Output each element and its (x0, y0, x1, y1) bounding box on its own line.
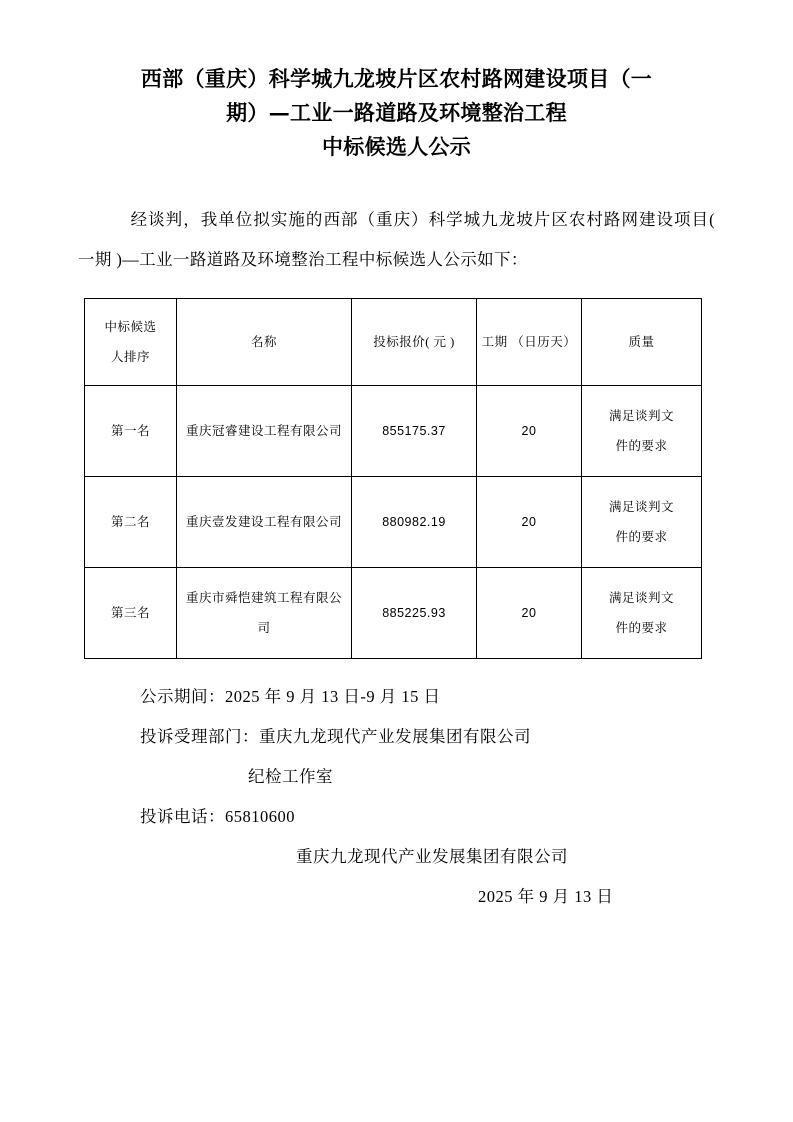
title-line-1: 西部（重庆）科学城九龙坡片区农村路网建设项目（一 (140, 66, 653, 91)
intro-text: 经谈判，我单位拟实施的西部（重庆）科学城九龙坡片区农村路网建设项目( 一期 )—工业一路道路及环境整治工程中标候选人公示如下： (78, 210, 715, 269)
complaint-department-line: 投诉受理部门：重庆九龙现代产业发展集团有限公司 (140, 727, 531, 746)
column-header-quality: 质量 (582, 299, 702, 386)
table-header-row (85, 299, 702, 386)
cell-name: 重庆壹发建设工程有限公司 (177, 477, 352, 568)
cell-quality (582, 568, 702, 659)
page-title (78, 62, 715, 164)
column-header-rank (85, 299, 177, 386)
cell-quality-line2: 件的要求 (615, 530, 668, 544)
cell-period: 20 (477, 568, 582, 659)
cell-quality-line2: 件的要求 (615, 621, 668, 635)
notice-period-line: 公示期间：2025 年 9 月 13 日-9 月 15 日 (140, 687, 441, 706)
cell-price: 885225.93 (352, 568, 477, 659)
cell-period: 20 (477, 477, 582, 568)
column-header-rank-line2: 人排序 (110, 350, 150, 364)
complaint-department-sub-line: 纪检工作室 (248, 767, 333, 786)
cell-quality-line2: 件的要求 (615, 439, 668, 453)
cell-quality-line1: 满足谈判文 (608, 409, 674, 423)
column-header-price: 投标报价( 元 ) (352, 299, 477, 386)
cell-price: 855175.37 (352, 386, 477, 477)
column-header-period: 工期 （日历天） (477, 299, 582, 386)
title-line-2: 期）—工业一路道路及环境整治工程 (226, 100, 567, 125)
cell-name: 重庆市舜恺建筑工程有限公司 (177, 568, 352, 659)
table-row (85, 477, 702, 568)
cell-name: 重庆冠睿建设工程有限公司 (177, 386, 352, 477)
issue-date-line: 2025 年 9 月 13 日 (478, 887, 614, 906)
table-header (85, 299, 702, 386)
issuer-line: 重庆九龙现代产业发展集团有限公司 (296, 847, 568, 866)
column-header-rank-line1: 中标候选 (104, 320, 157, 334)
cell-rank: 第一名 (85, 386, 177, 477)
footer-block (78, 677, 715, 917)
table-row (85, 386, 702, 477)
complaint-phone-line: 投诉电话：65810600 (140, 807, 295, 826)
cell-quality-line1: 满足谈判文 (608, 500, 674, 514)
cell-rank: 第二名 (85, 477, 177, 568)
table-row (85, 568, 702, 659)
cell-rank: 第三名 (85, 568, 177, 659)
cell-quality (582, 386, 702, 477)
title-line-3: 中标候选人公示 (321, 134, 472, 159)
table-body (85, 386, 702, 659)
bid-candidates-table (84, 298, 702, 659)
cell-quality (582, 477, 702, 568)
cell-price: 880982.19 (352, 477, 477, 568)
intro-paragraph (78, 200, 715, 280)
column-header-name: 名称 (177, 299, 352, 386)
cell-period: 20 (477, 386, 582, 477)
cell-quality-line1: 满足谈判文 (608, 591, 674, 605)
